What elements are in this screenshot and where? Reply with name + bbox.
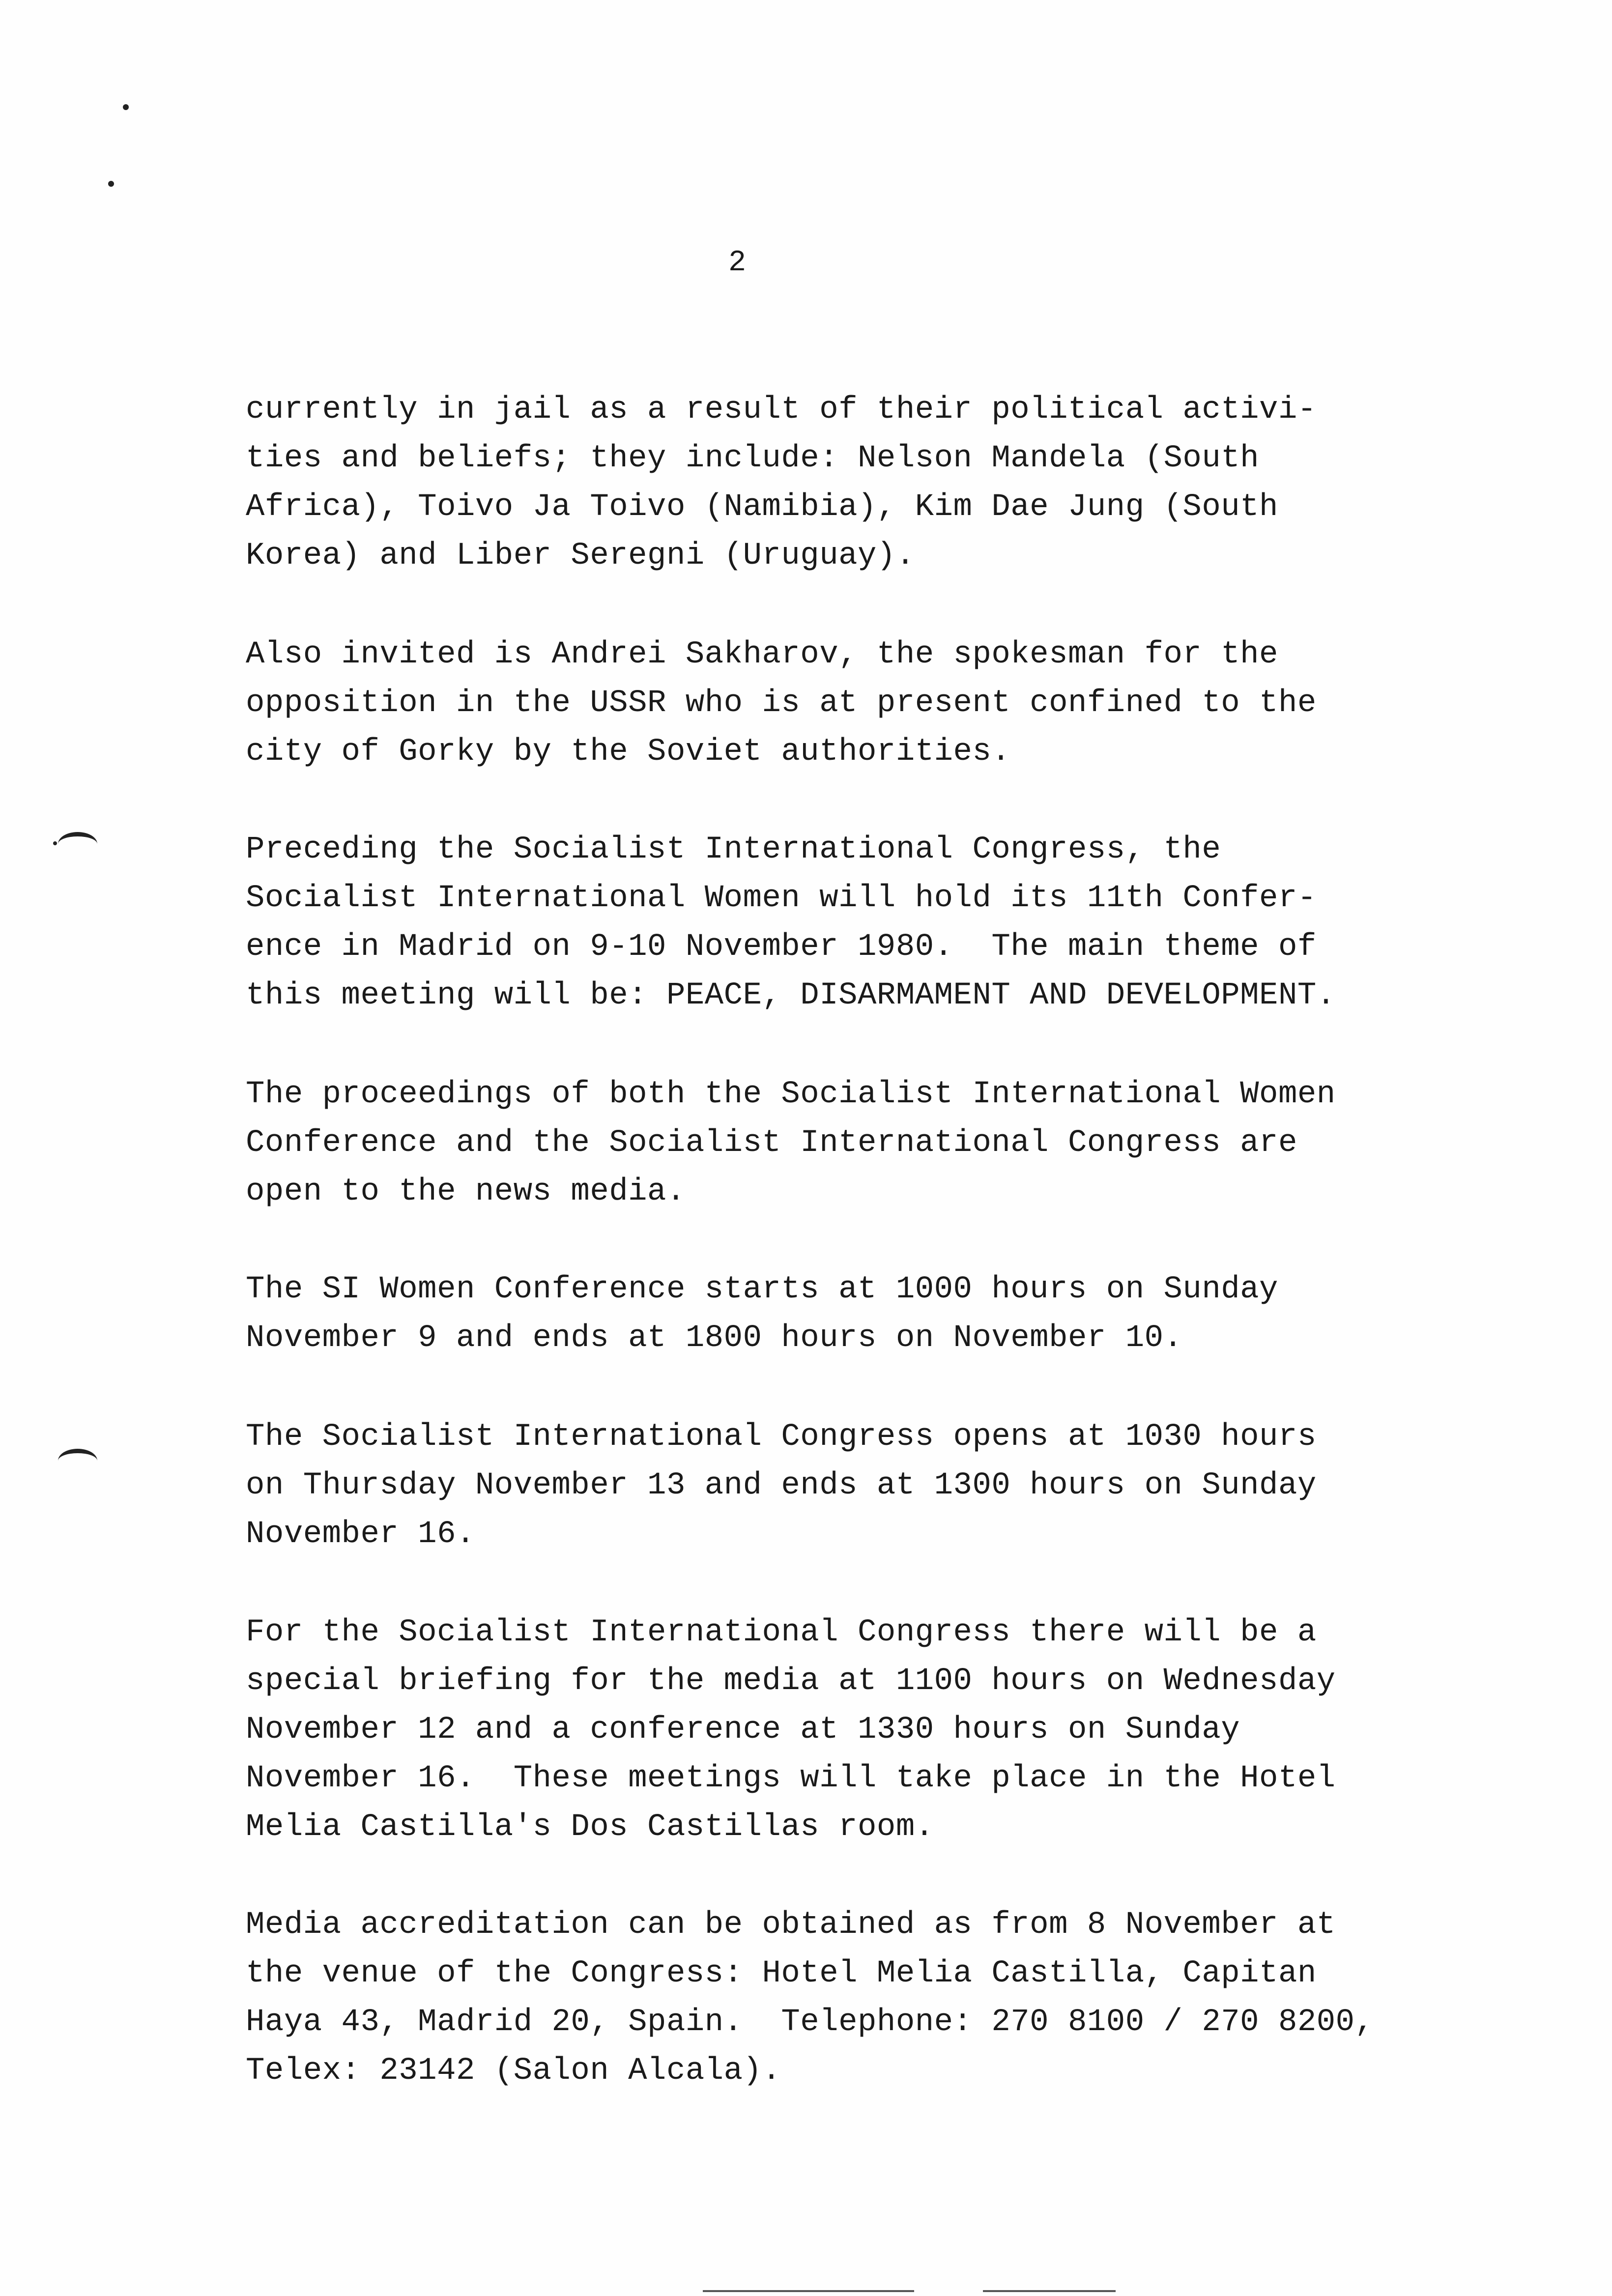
margin-arc-1 xyxy=(58,832,97,856)
text-line: November 16. xyxy=(246,1517,475,1552)
text-line: For the Socialist International Congress there will be a xyxy=(246,1615,1317,1650)
text-line: Korea) and Liber Seregni (Uruguay). xyxy=(246,538,915,574)
text-line: November 9 and ends at 1800 hours on November 10. xyxy=(246,1320,1183,1356)
margin-dot-3 xyxy=(53,841,57,845)
bottom-edge-rule-1 xyxy=(703,2290,914,2292)
text-line: Telex: 23142 (Salon Alcala). xyxy=(246,2053,781,2089)
margin-dot-1 xyxy=(123,104,129,110)
text-line: open to the news media. xyxy=(246,1174,686,1209)
text-line: on Thursday November 13 and ends at 1300 hours on Sunday xyxy=(246,1468,1317,1503)
text-line: The proceedings of both the Socialist International Women xyxy=(246,1077,1336,1112)
text-line: ence in Madrid on 9-10 November 1980. The main theme of xyxy=(246,929,1317,965)
text-line: opposition in the USSR who is at present confined to the xyxy=(246,686,1317,721)
text-line: Socialist International Women will hold its 11th Confer- xyxy=(246,881,1317,916)
text-line: November 16. These meetings will take place in the Hotel xyxy=(246,1761,1336,1796)
paragraph-5 xyxy=(246,1265,1435,1363)
paragraph-4 xyxy=(246,1070,1435,1216)
text-line: special briefing for the media at 1100 hours on Wednesday xyxy=(246,1664,1336,1699)
text-line: currently in jail as a result of their political activi- xyxy=(246,392,1317,428)
paragraph-1 xyxy=(246,386,1435,580)
margin-arc-2 xyxy=(58,1449,97,1473)
text-line: Media accreditation can be obtained as from 8 November at xyxy=(246,1907,1336,1943)
text-line: Africa), Toivo Ja Toivo (Namibia), Kim Dae Jung (South xyxy=(246,489,1278,525)
paragraph-7 xyxy=(246,1608,1435,1852)
text-line: this meeting will be: PEACE, DISARMAMENT AND DEVELOPMENT. xyxy=(246,978,1336,1013)
page-number: 2 xyxy=(728,246,746,280)
text-line: the venue of the Congress: Hotel Melia Castilla, Capitan xyxy=(246,1956,1317,1991)
text-line: city of Gorky by the Soviet authorities. xyxy=(246,734,1011,770)
paragraph-3 xyxy=(246,826,1435,1020)
text-line: The SI Women Conference starts at 1000 hours on Sunday xyxy=(246,1272,1278,1307)
paragraph-2 xyxy=(246,631,1435,776)
text-line: The Socialist International Congress opens at 1030 hours xyxy=(246,1419,1317,1455)
text-line: ties and beliefs; they include: Nelson Mandela (South xyxy=(246,441,1260,476)
text-line: Melia Castilla's Dos Castillas room. xyxy=(246,1809,934,1845)
text-line: Haya 43, Madrid 20, Spain. Telephone: 270 8100 / 270 8200, xyxy=(246,2005,1374,2040)
text-line: November 12 and a conference at 1330 hours on Sunday xyxy=(246,1712,1240,1748)
text-line: Preceding the Socialist International Congress, the xyxy=(246,832,1221,867)
text-line: Also invited is Andrei Sakharov, the spokesman for the xyxy=(246,637,1278,672)
bottom-edge-rule-2 xyxy=(983,2290,1116,2292)
margin-dot-2 xyxy=(108,181,114,187)
paragraph-6 xyxy=(246,1413,1435,1559)
paragraph-8 xyxy=(246,1901,1435,2095)
text-line: Conference and the Socialist International Congress are xyxy=(246,1125,1297,1161)
